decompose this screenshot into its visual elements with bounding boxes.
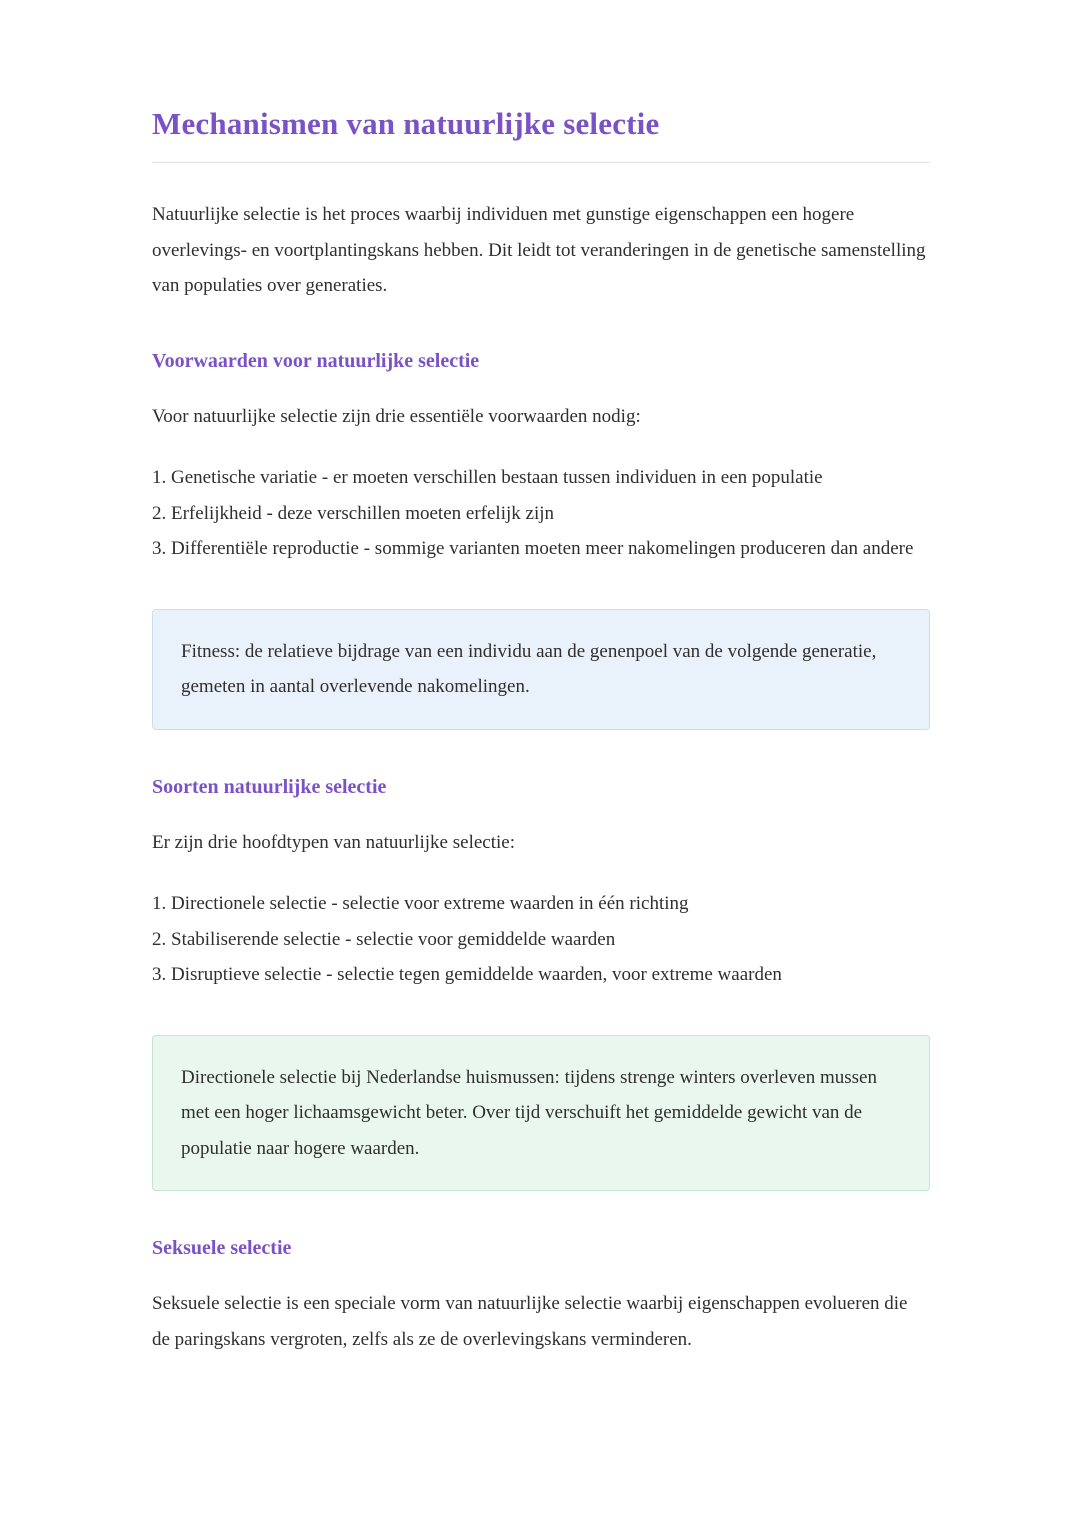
section-paragraph-seksuele-selectie: Seksuele selectie is een speciale vorm van natuurlijke selectie waarbij eigenschappen evolueren die de paringskans vergroten, zelfs als ze de overlevingskans verminderen. [152,1293,908,1350]
fitness-definition-callout [152,609,930,730]
list-item: 2. Stabiliserende selectie - selectie voor gemiddelde waarden [152,928,616,950]
section-paragraph-voorwaarden: Voor natuurlijke selectie zijn drie essentiële voorwaarden nodig: [152,405,641,427]
list-item: 2. Erfelijkheid - deze verschillen moeten erfelijk zijn [152,502,554,524]
conditions-list [152,460,930,567]
section-heading-seksuele-selectie: Seksuele selectie [152,1237,292,1260]
title-divider [152,162,930,163]
list-item: 3. Disruptieve selectie - selectie tegen gemiddelde waarden, voor extreme waarden [152,964,782,986]
callout-text: Directionele selectie bij Nederlandse huismussen: tijdens strenge winters overleven mussen met een hoger lichaamsgewicht beter. Over tijd verschuift het gemiddelde gewicht van de populatie naar hogere waarden. [181,1066,877,1159]
callout-text: Fitness: de relatieve bijdrage van een individu aan de genenpoel van de volgende generatie, gemeten in aantal overlevende nakomelingen. [181,640,877,698]
list-item: 3. Differentiële reproductie - sommige varianten moeten meer nakomelingen produceren dan andere [152,538,914,560]
selection-types-list [152,886,930,993]
section-heading-voorwaarden: Voorwaarden voor natuurlijke selectie [152,349,480,372]
section-paragraph-soorten: Er zijn drie hoofdtypen van natuurlijke selectie: [152,831,515,853]
list-item: 1. Genetische variatie - er moeten verschillen bestaan tussen individuen in een populatie [152,467,823,489]
list-item: 1. Directionele selectie - selectie voor extreme waarden in één richting [152,893,689,915]
huismussen-example-callout [152,1035,930,1192]
intro-paragraph: Natuurlijke selectie is het proces waarbij individuen met gunstige eigenschappen een hogere overlevings- en voortplantingskans hebben. Dit leidt tot veranderingen in de genetische samenstelling van populaties over generaties. [152,204,926,297]
section-heading-soorten: Soorten natuurlijke selectie [152,775,387,798]
page-title: Mechanismen van natuurlijke selectie [152,106,660,141]
